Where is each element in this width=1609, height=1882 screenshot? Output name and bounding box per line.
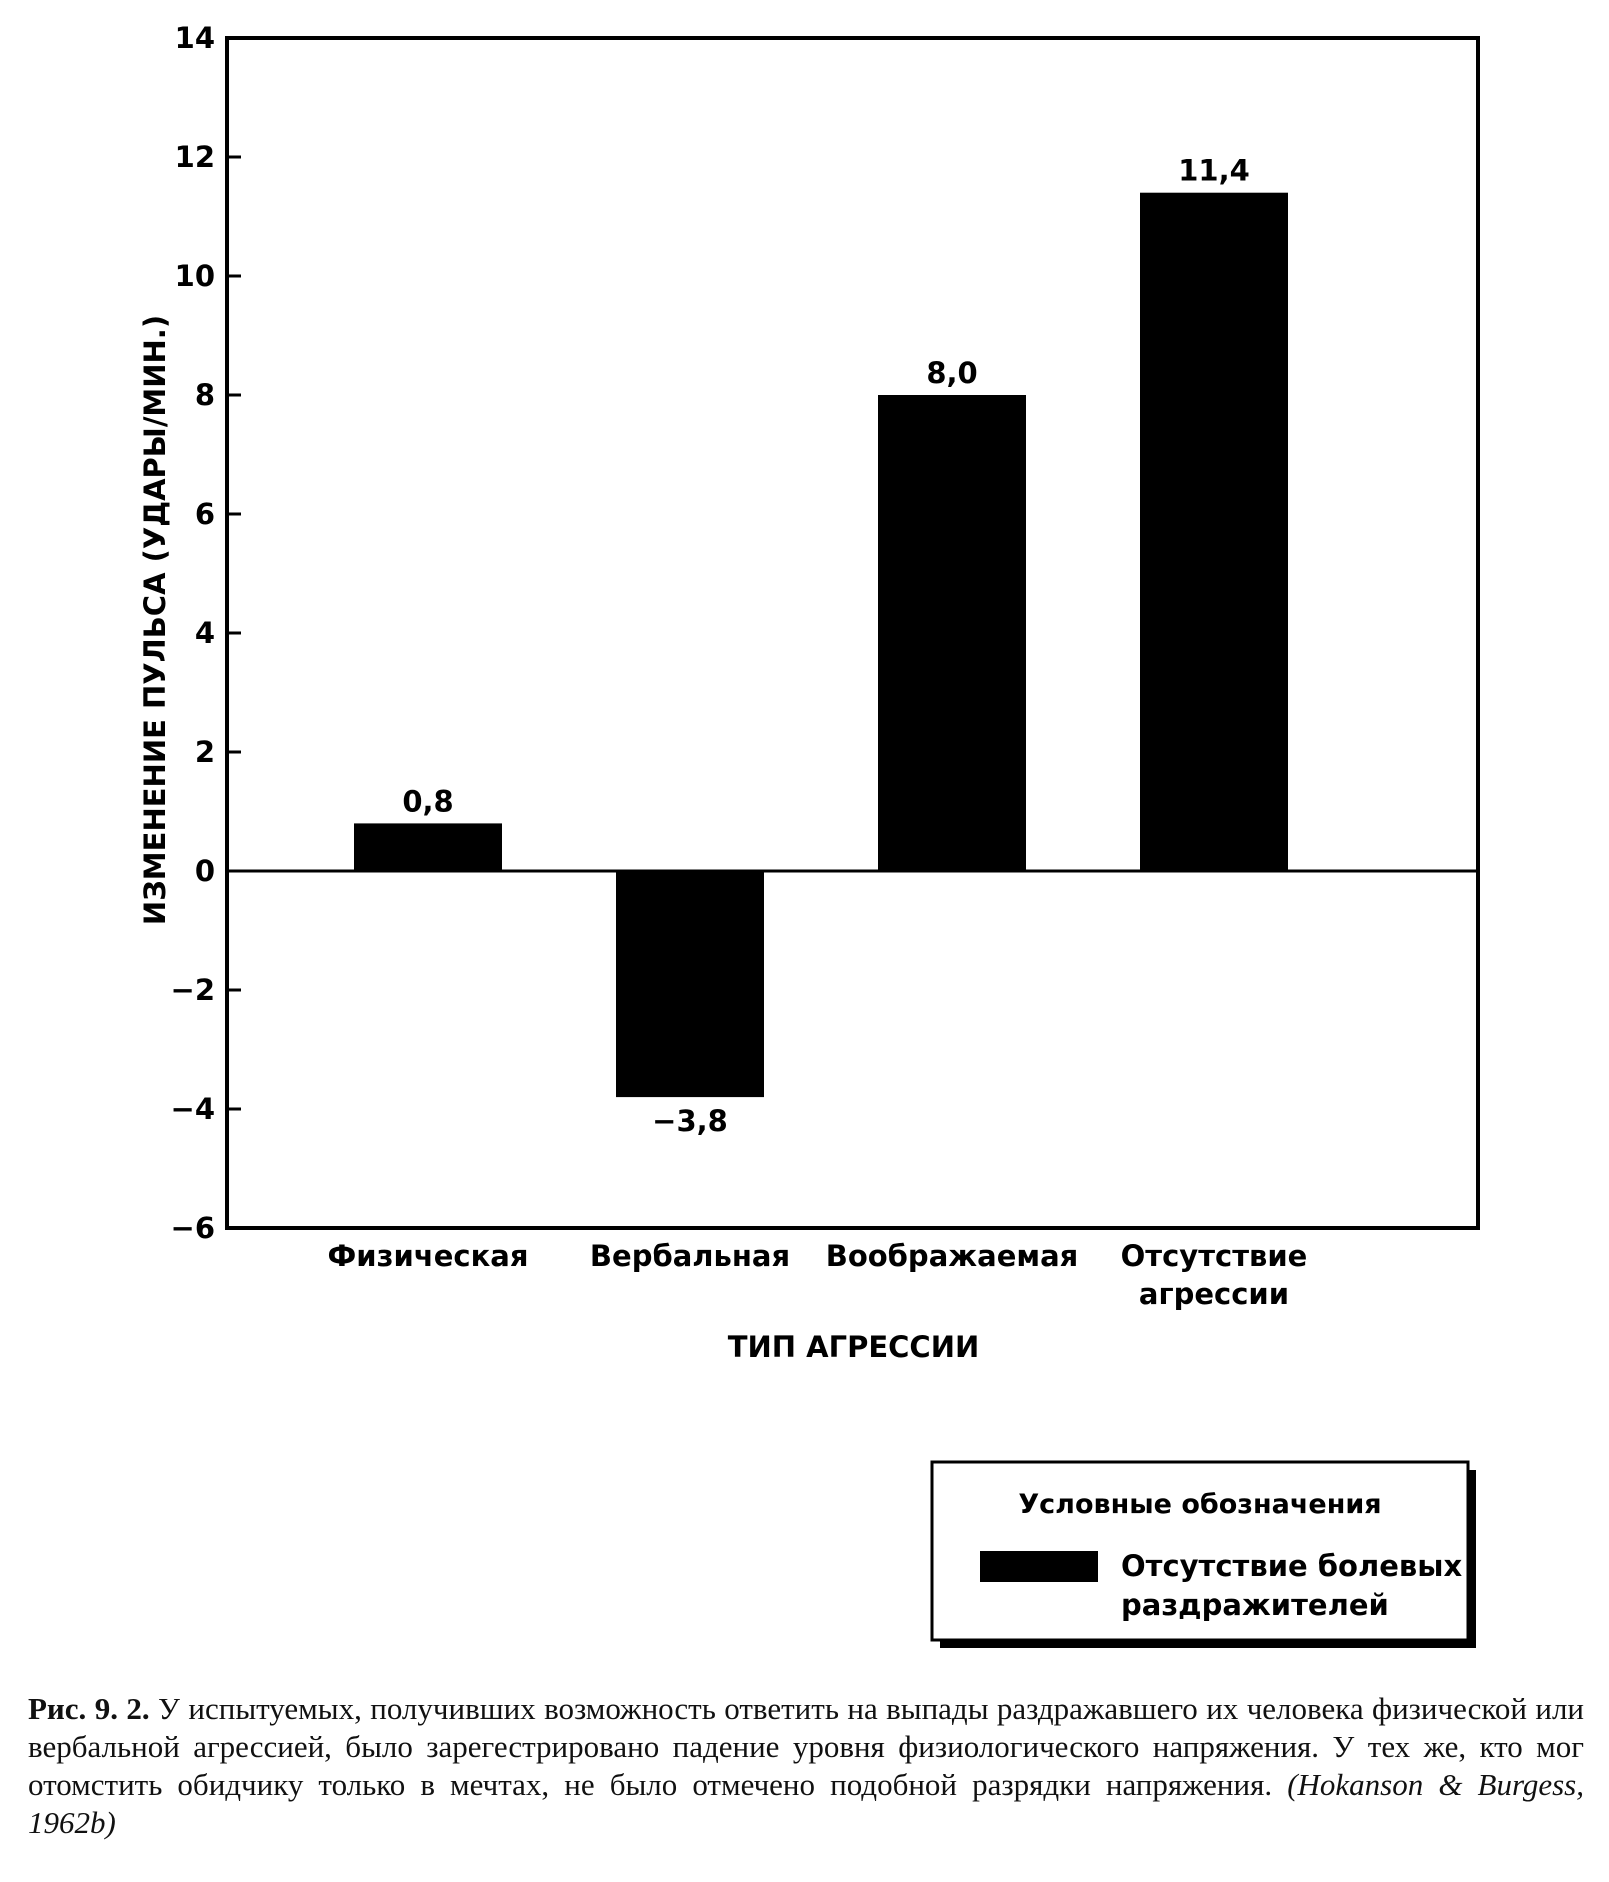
y-axis-title: ИЗМЕНЕНИЕ ПУЛЬСА (УДАРЫ/МИН.): [138, 314, 172, 926]
x-category-label: Физическая: [327, 1239, 529, 1273]
bar-value-label: 8,0: [926, 356, 978, 390]
y-tick-label: 6: [194, 497, 215, 531]
y-tick-label: −6: [170, 1211, 215, 1245]
y-tick-label: 14: [174, 21, 215, 55]
x-category-label: агрессии: [1138, 1277, 1290, 1311]
figure-number: Рис. 9. 2.: [28, 1691, 150, 1726]
legend-entry-line-1: Отсутствие болевых: [1121, 1549, 1463, 1583]
y-tick-label: 12: [174, 140, 215, 174]
plot-frame: [227, 38, 1478, 1228]
bar-value-label: 11,4: [1178, 153, 1250, 188]
y-tick-label: 8: [194, 378, 215, 412]
x-category-label: Вербальная: [589, 1239, 791, 1273]
legend-swatch: [980, 1551, 1098, 1582]
legend-title: Условные обозначения: [1018, 1489, 1382, 1520]
legend-entry-line-2: раздражителей: [1121, 1588, 1389, 1622]
bar: [1140, 193, 1288, 871]
bar: [878, 395, 1026, 871]
caption-citation: (Hokanson & Burgess, 1962b): [28, 1767, 1584, 1840]
legend: [932, 1462, 1476, 1648]
figure-caption: [28, 1690, 1584, 1842]
bar: [354, 823, 502, 871]
bars: [354, 154, 1288, 1138]
x-category-label: Отсутствие: [1120, 1239, 1308, 1273]
y-tick-label: −2: [170, 973, 215, 1007]
x-axis-categories: [328, 1239, 1308, 1311]
y-tick-label: 4: [194, 616, 215, 650]
y-tick-label: −4: [170, 1092, 215, 1126]
y-tick-label: 0: [194, 854, 215, 888]
y-tick-label: 2: [194, 735, 215, 769]
x-category-label: Воображаемая: [825, 1239, 1079, 1273]
bar-value-label: 0,8: [402, 784, 454, 819]
y-tick-label: 10: [174, 259, 215, 293]
bar: [616, 871, 764, 1097]
x-axis-title: ТИП АГРЕССИИ: [727, 1330, 980, 1364]
y-axis: [171, 21, 241, 1245]
caption-text: У испытуемых, получивших возможность ответить на выпады раздражавшего их человека физической или вербальной агрессией, было зарегестрировано падение уровня физиологического напряжения. У тех же, кто мог отомстить обидчику только в мечтах, не было отмечено подобной разрядки напряжения.: [28, 1691, 1585, 1802]
bar-value-label: −3,8: [652, 1104, 728, 1139]
